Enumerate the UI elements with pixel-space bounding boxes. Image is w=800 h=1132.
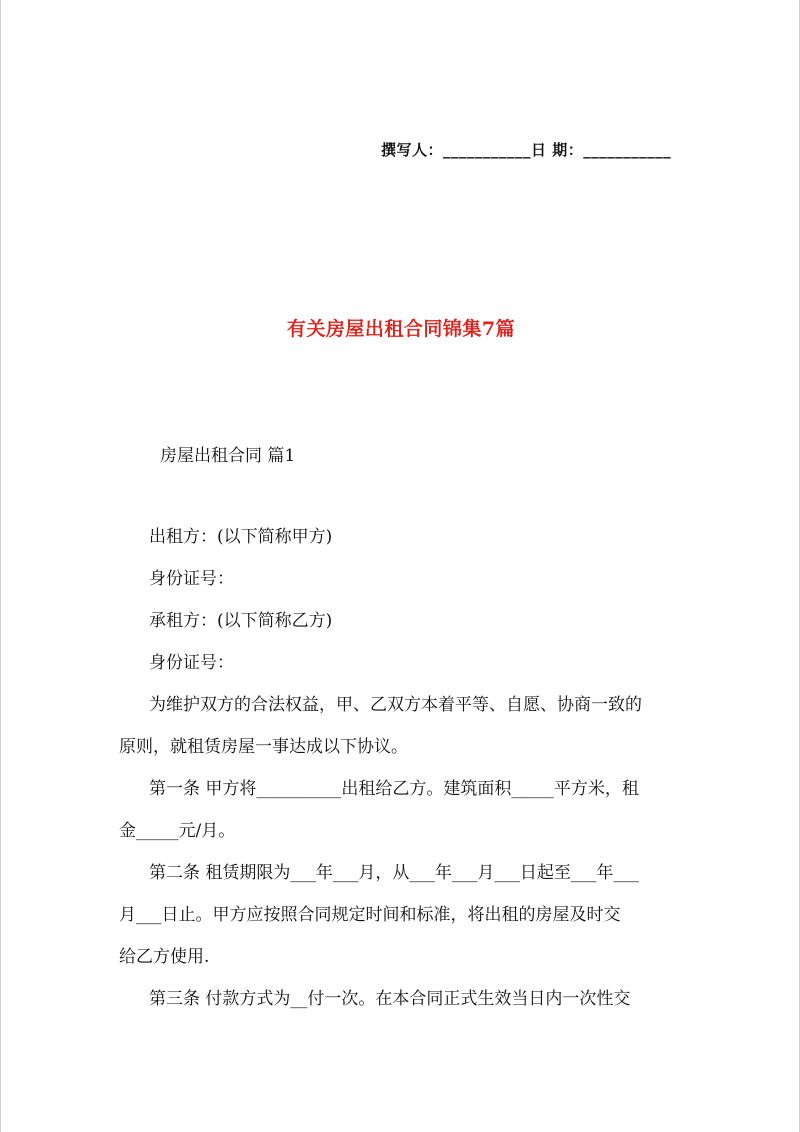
lessor-line: 出租方：(以下简称甲方)	[149, 527, 333, 547]
article-2-line-2: 月___日止。甲方应按照合同规定时间和标准，将出租的房屋及时交	[119, 905, 621, 925]
article-2-line-1: 第二条 租赁期限为___年___月，从___年___月___日起至___年___	[149, 863, 639, 883]
document-title: 有关房屋出租合同锦集7篇	[286, 318, 516, 340]
author-blank: ___________	[443, 141, 532, 159]
lessee-id-line: 身份证号：	[149, 653, 234, 673]
date-label: 日 期：	[531, 141, 584, 159]
article-1-line-1: 第一条 甲方将__________出租给乙方。建筑面积_____平方米，租	[149, 779, 639, 799]
article-2-line-3: 给乙方使用.	[119, 947, 210, 967]
author-date-line	[381, 139, 671, 160]
article-1-line-2: 金_____元/月。	[119, 821, 236, 841]
author-label: 撰写人：	[381, 141, 444, 159]
intro-line-1: 为维护双方的合法权益，甲、乙双方本着平等、自愿、协商一致的	[149, 695, 642, 715]
intro-line-2: 原则，就租赁房屋一事达成以下协议。	[119, 737, 408, 757]
date-blank: ___________	[583, 141, 672, 159]
lessor-id-line: 身份证号：	[149, 569, 234, 589]
lessee-line: 承租方：(以下简称乙方)	[149, 611, 333, 631]
section-subtitle: 房屋出租合同 篇1	[160, 446, 296, 466]
article-3-line-1: 第三条 付款方式为__付一次。在本合同正式生效当日内一次性交	[149, 989, 631, 1009]
